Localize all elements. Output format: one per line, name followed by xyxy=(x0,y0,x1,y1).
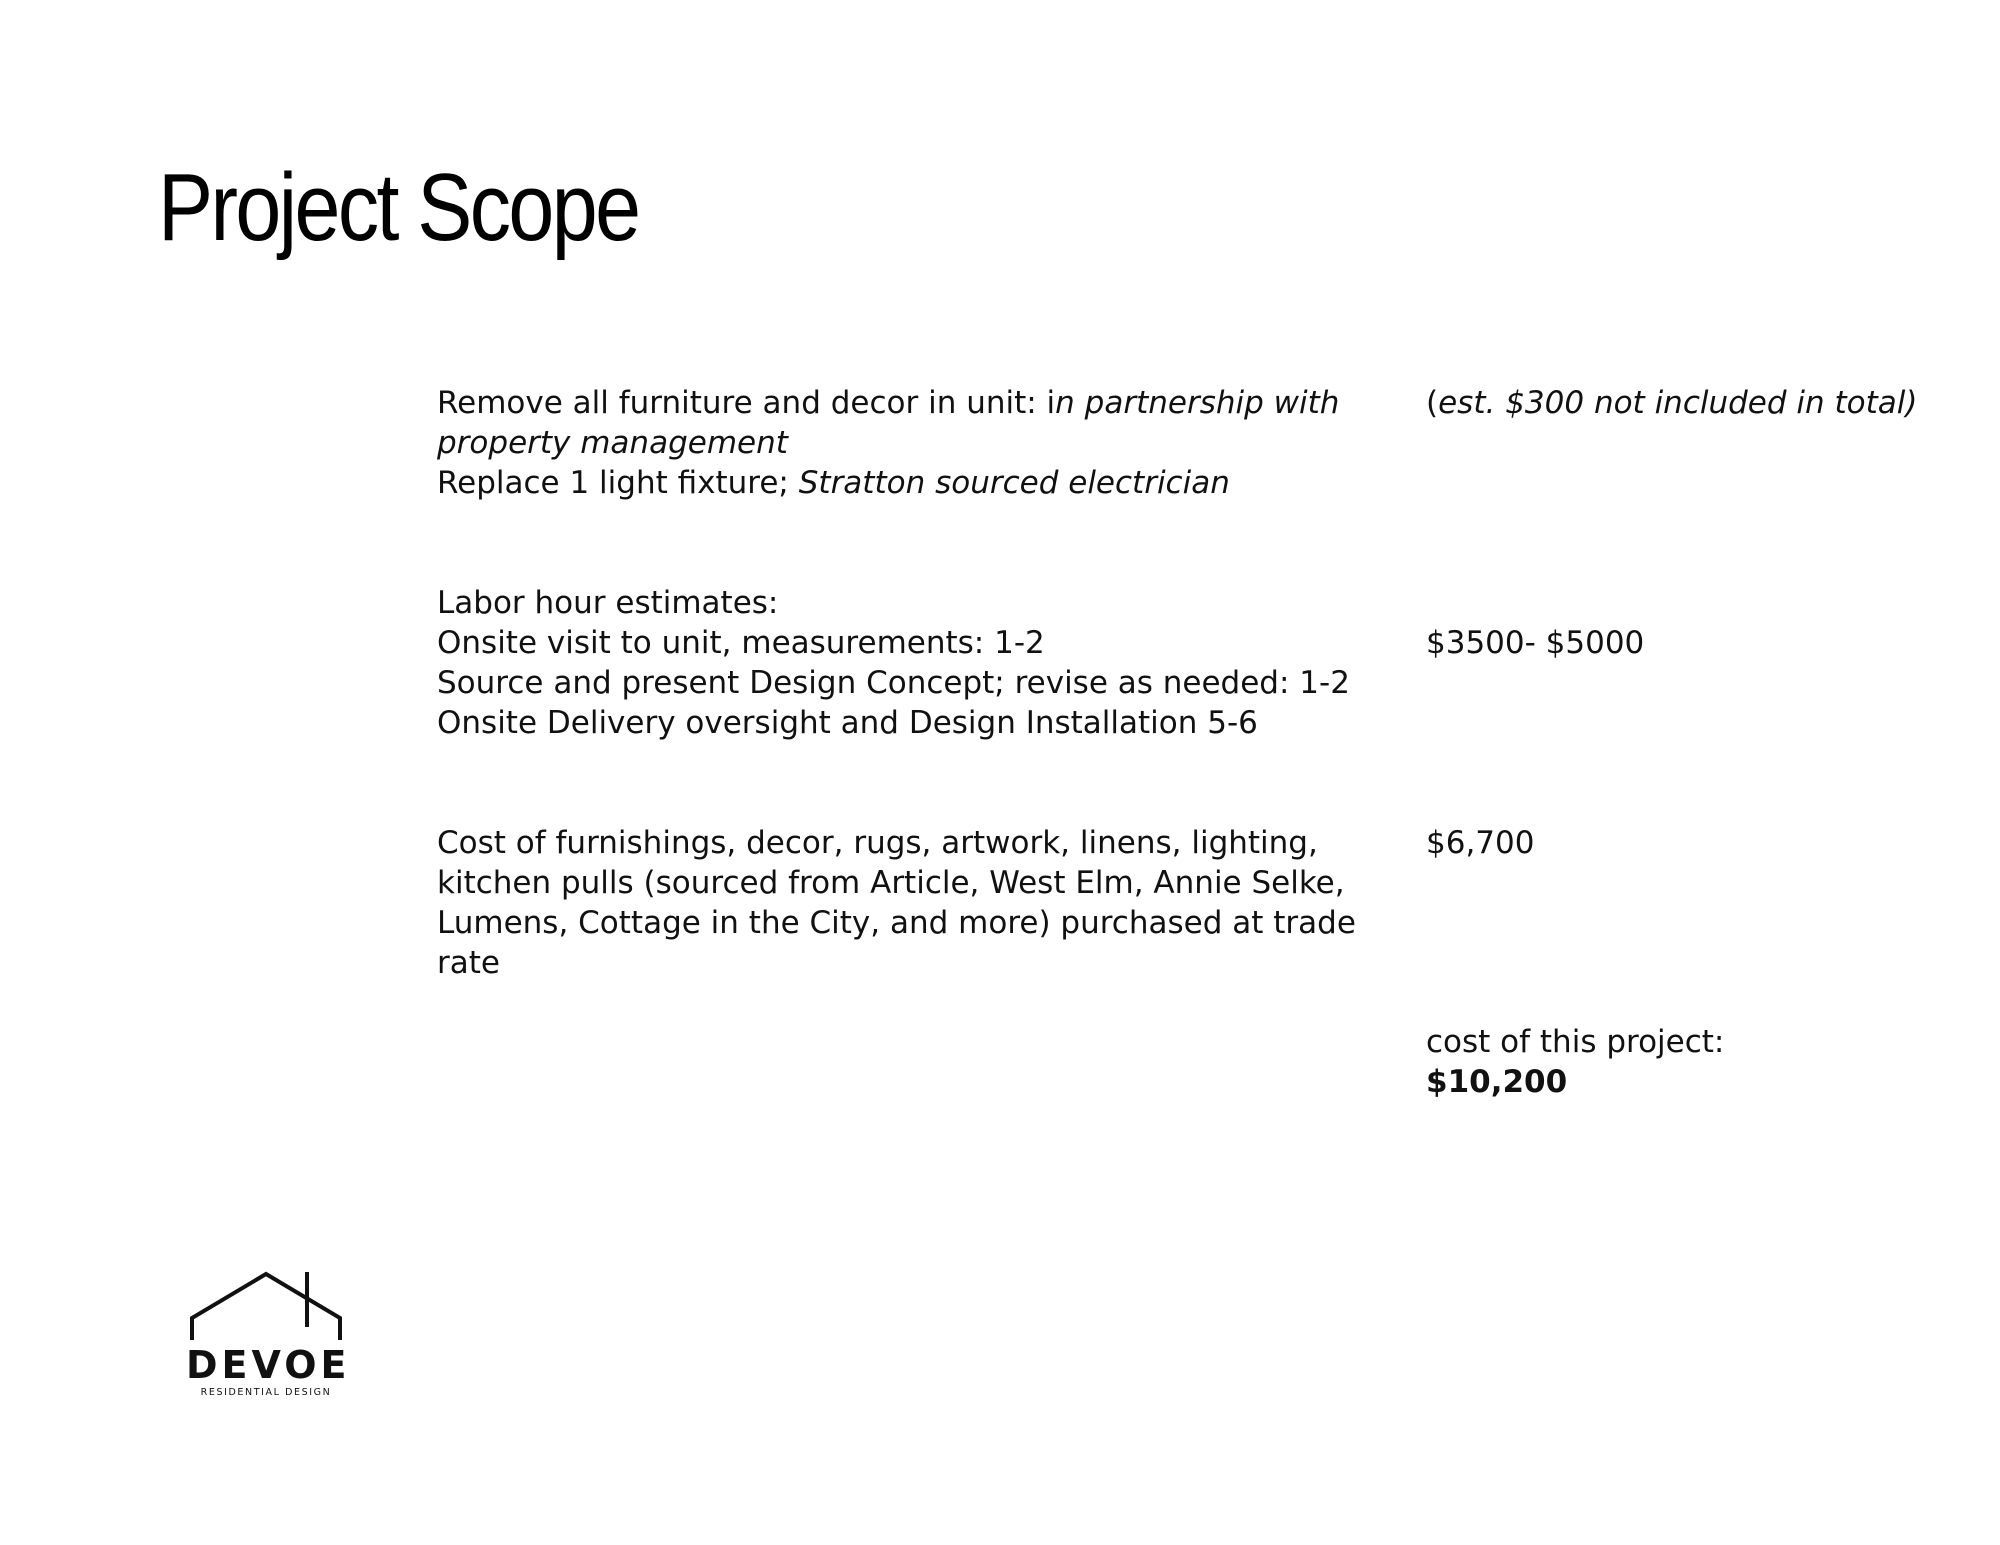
scope-paragraph: Cost of furnishings, decor, rugs, artwork, linens, lighting, kitchen pulls (sourced from Article, West Elm, Annie Selke, Lumens, Cottage in the City, and more) purchased at trade rate xyxy=(437,825,1356,981)
logo-subtitle: RESIDENTIAL DESIGN xyxy=(200,1387,332,1398)
company-logo xyxy=(186,1268,351,1408)
page-title: Project Scope xyxy=(158,154,639,261)
scope-line: Remove all furniture and decor in unit: in partnership with xyxy=(437,385,1340,421)
price-furnishings: $6,700 xyxy=(1426,825,1535,861)
scope-line: property management xyxy=(437,425,788,461)
scope-line: Labor hour estimates: xyxy=(437,585,779,621)
price-removal: (est. $300 not included in total) xyxy=(1426,385,1918,421)
house-outline-icon xyxy=(186,1268,346,1348)
total-value: $10,200 xyxy=(1426,1064,1568,1100)
price-labor: $3500- $5000 xyxy=(1426,625,1645,661)
scope-line: Source and present Design Concept; revise as needed: 1-2 xyxy=(437,665,1350,701)
logo-wordmark: DEVOE xyxy=(186,1343,351,1387)
scope-item-furnishings xyxy=(437,823,1407,983)
total-label: cost of this project: xyxy=(1426,1024,1725,1060)
scope-item-labor xyxy=(437,583,1407,743)
scope-line: Onsite Delivery oversight and Design Installation 5-6 xyxy=(437,705,1258,741)
scope-item-removal xyxy=(437,383,1407,503)
scope-line: Onsite visit to unit, measurements: 1-2 xyxy=(437,625,1045,661)
scope-line: Replace 1 light fixture; Stratton sourced electrician xyxy=(437,465,1230,501)
